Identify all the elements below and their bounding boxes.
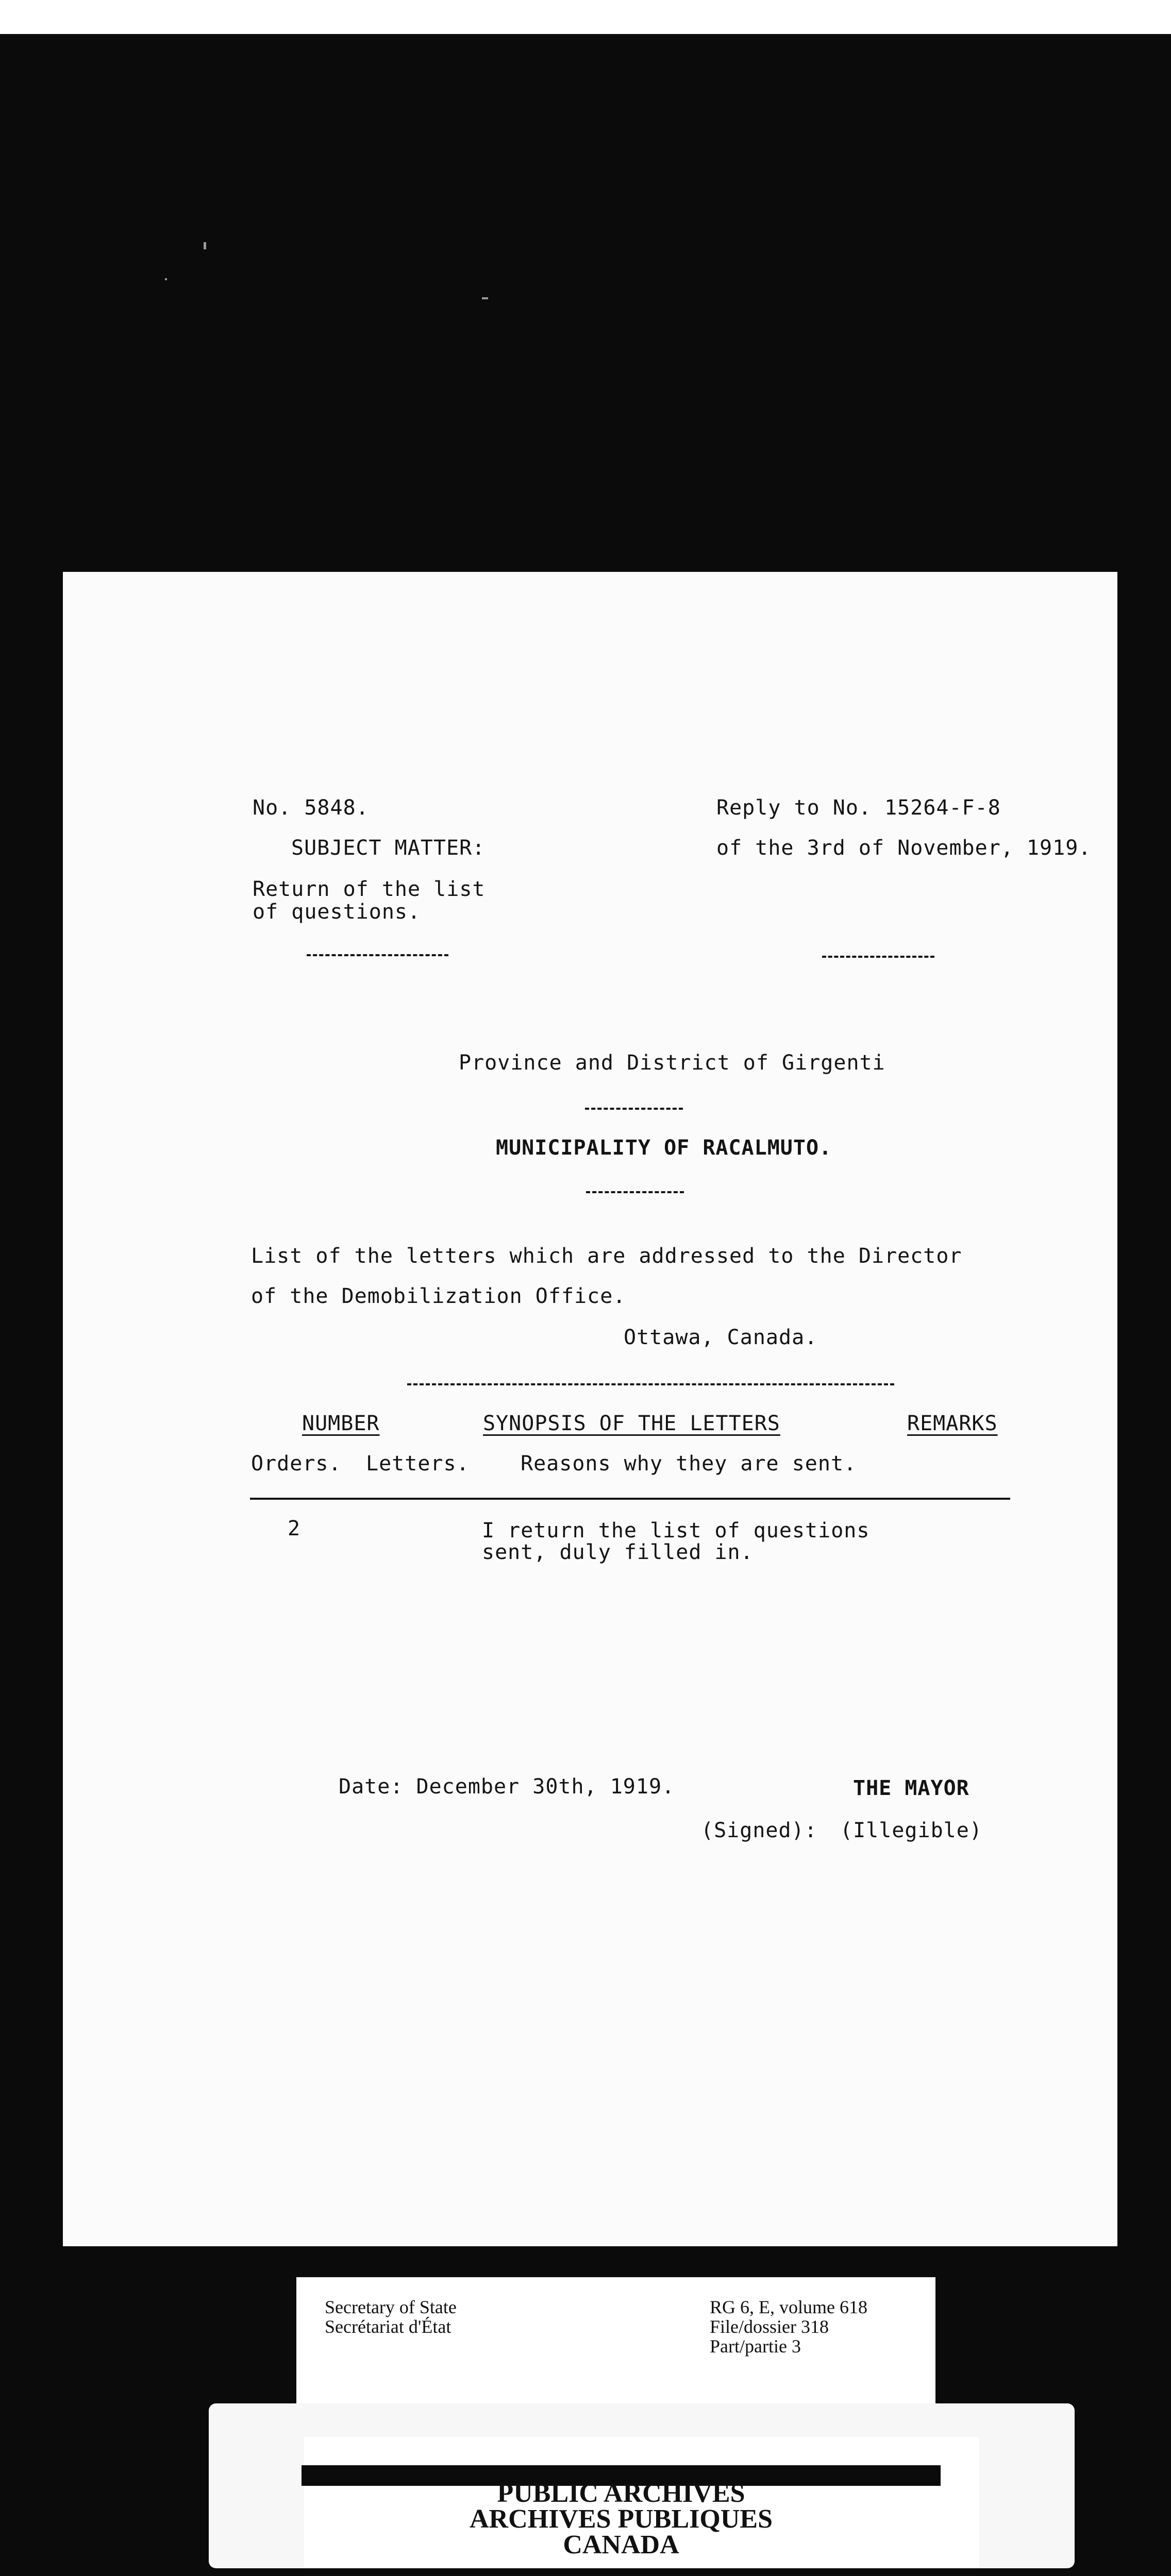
stamp-line-archives-publiques: ARCHIVES PUBLIQUES	[469, 2504, 773, 2534]
column-header-number: NUMBER	[302, 1412, 380, 1435]
table-row-reason-line-2: sent, duly filled in.	[482, 1540, 754, 1564]
subject-divider	[307, 954, 448, 956]
table-row-order: 2	[288, 1517, 301, 1540]
province-heading: Province and District of Girgenti	[459, 1051, 885, 1075]
subheader-letters: Letters.	[366, 1452, 470, 1476]
document-number: No. 5848.	[253, 796, 369, 820]
film-speck	[204, 242, 206, 249]
subject-matter-label: SUBJECT MATTER:	[291, 836, 486, 860]
letter-date: Date: December 30th, 1919.	[339, 1775, 675, 1799]
municipality-divider	[586, 1191, 684, 1193]
table-top-divider	[407, 1383, 894, 1385]
table-row-reason-line-1: I return the list of questions	[482, 1519, 870, 1543]
stamp-line-public-archives: PUBLIC ARCHIVES	[497, 2479, 745, 2508]
signature-illegible: (Illegible)	[840, 1819, 982, 1842]
table-header-rule	[250, 1498, 1010, 1500]
reply-divider	[822, 956, 934, 958]
intro-line-3: Ottawa, Canada.	[624, 1326, 818, 1349]
document-page	[63, 572, 1117, 2246]
column-header-remarks: REMARKS	[907, 1412, 998, 1435]
film-speck	[165, 278, 167, 280]
department-english: Secretary of State	[325, 2297, 457, 2317]
subject-line-1: Return of the list	[253, 877, 486, 901]
archive-stamp-text	[302, 2481, 941, 2558]
subject-line-2: of questions.	[253, 900, 421, 924]
stamp-line-canada: CANADA	[563, 2530, 679, 2560]
signed-label: (Signed):	[701, 1819, 817, 1842]
intro-line-1: List of the letters which are addressed to the Director	[251, 1244, 962, 1268]
signatory-title: THE MAYOR	[853, 1776, 969, 1800]
part-partie: Part/partie 3	[710, 2336, 801, 2357]
column-header-synopsis: SYNOPSIS OF THE LETTERS	[483, 1412, 780, 1435]
film-speck	[482, 297, 488, 299]
municipality-heading: MUNICIPALITY OF RACALMUTO.	[496, 1136, 832, 1160]
department-french: Secrétariat d'État	[325, 2316, 451, 2337]
reply-reference: Reply to No. 15264-F-8	[716, 796, 1001, 820]
subheader-orders: Orders.	[251, 1452, 342, 1476]
reply-date: of the 3rd of November, 1919.	[716, 836, 1092, 860]
record-group-volume: RG 6, E, volume 618	[710, 2297, 867, 2317]
file-dossier: File/dossier 318	[710, 2316, 829, 2337]
intro-line-2: of the Demobilization Office.	[251, 1284, 626, 1308]
province-divider	[585, 1108, 683, 1110]
scan-top-border	[0, 0, 1171, 34]
subheader-reasons: Reasons why they are sent.	[521, 1452, 857, 1476]
